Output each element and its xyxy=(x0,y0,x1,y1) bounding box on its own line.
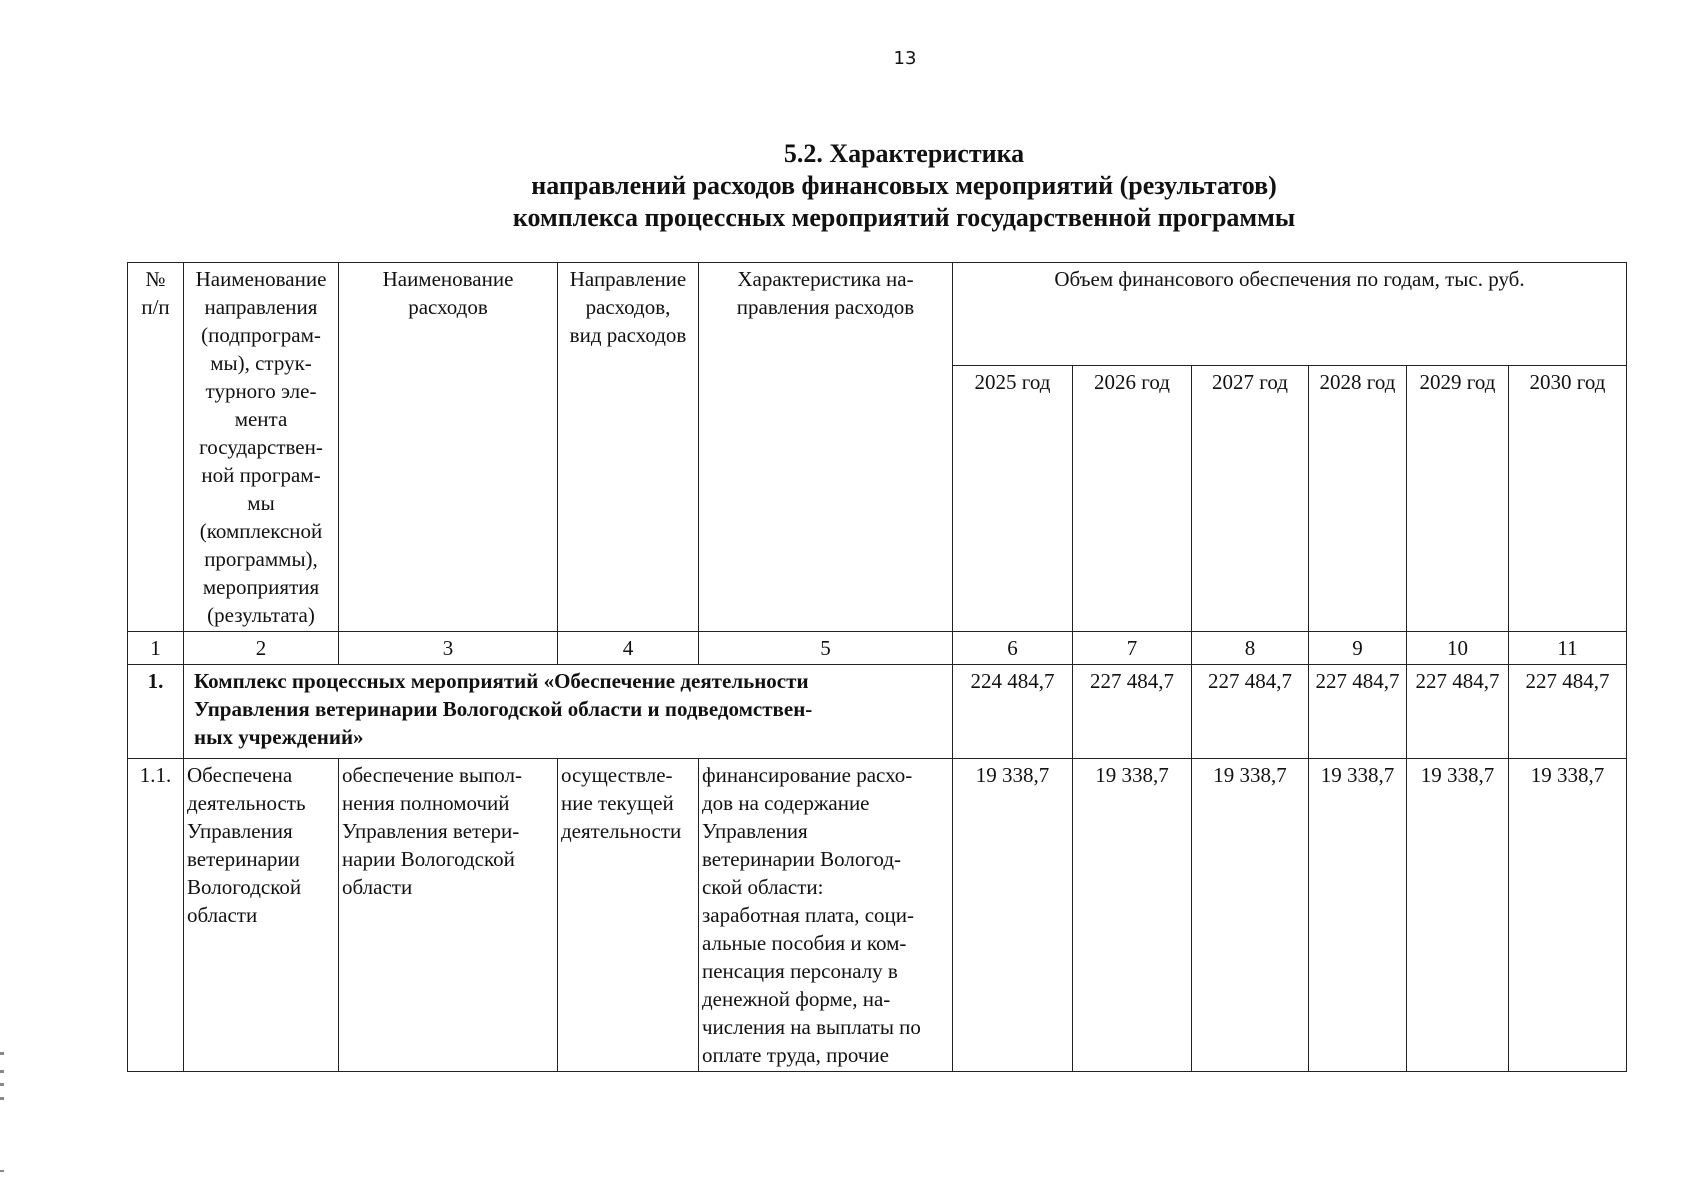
title-line-1: 5.2. Характеристика xyxy=(783,139,1025,168)
expenses-table xyxy=(127,262,1627,1072)
scan-edge-mark xyxy=(0,1052,4,1055)
column-number: 9 xyxy=(1309,632,1407,665)
column-number: 5 xyxy=(699,632,953,665)
header-year-2027: 2027 год xyxy=(1192,365,1309,631)
column-number: 6 xyxy=(953,632,1073,665)
column-number: 8 xyxy=(1192,632,1309,665)
document-title xyxy=(440,138,1368,234)
value-2027: 227 484,7 xyxy=(1192,665,1309,759)
scan-edge-mark xyxy=(0,1170,4,1172)
value-2029: 19 338,7 xyxy=(1407,759,1509,1072)
value-2026: 227 484,7 xyxy=(1073,665,1192,759)
column-number: 3 xyxy=(339,632,558,665)
value-2029: 227 484,7 xyxy=(1407,665,1509,759)
direction-name: Обеспечена деятельность Управления ветеринарии Вологодской области xyxy=(184,759,339,1072)
header-year-2028: 2028 год xyxy=(1309,365,1407,631)
header-expense-direction: Направление расходов, вид расходов xyxy=(558,263,699,632)
title-line-3: комплекса процессных мероприятий государственной программы xyxy=(512,203,1296,232)
complex-title: Комплекс процессных мероприятий «Обеспечение деятельности Управления ветеринарии Вологодской области и подведомствен- ных учреждений» xyxy=(184,665,953,759)
header-financing-volume: Объем финансового обеспечения по годам, тыс. руб. xyxy=(953,263,1627,366)
column-number: 7 xyxy=(1073,632,1192,665)
scan-edge-mark xyxy=(0,1070,4,1073)
header-year-2030: 2030 год xyxy=(1509,365,1627,631)
header-row-1 xyxy=(128,263,1627,366)
expense-name: обеспечение выпол- нения полномочий Управления ветери- нарии Вологодской области xyxy=(339,759,558,1072)
header-characteristic: Характеристика на- правления расходов xyxy=(699,263,953,632)
expense-direction: осуществле- ние текущей деятельности xyxy=(558,759,699,1072)
header-year-2025: 2025 год xyxy=(953,365,1073,631)
column-number: 11 xyxy=(1509,632,1627,665)
header-direction-name: Наименование направления (подпрограм- мы), струк- турного эле- мента государствен- ной програм- мы (комплексной программы), мероприятия (результата) xyxy=(184,263,339,632)
expense-characteristic: финансирование расхо- дов на содержание Управления ветеринарии Вологод- ской области: заработная плата, соци- альные пособия и ком- пенсация персоналу в денежной форме, на- числения на выплаты по оплате труда, прочие xyxy=(699,759,953,1072)
scan-edge-mark xyxy=(0,1083,4,1086)
page-number: 13 xyxy=(893,48,917,69)
table-row-result xyxy=(128,759,1627,1072)
header-year-2029: 2029 год xyxy=(1407,365,1509,631)
header-number: № п/п xyxy=(128,263,184,632)
value-2025: 224 484,7 xyxy=(953,665,1073,759)
header-year-2026: 2026 год xyxy=(1073,365,1192,631)
column-number: 2 xyxy=(184,632,339,665)
value-2026: 19 338,7 xyxy=(1073,759,1192,1072)
value-2028: 19 338,7 xyxy=(1309,759,1407,1072)
value-2027: 19 338,7 xyxy=(1192,759,1309,1072)
value-2030: 227 484,7 xyxy=(1509,665,1627,759)
header-expense-name: Наименование расходов xyxy=(339,263,558,632)
column-number: 10 xyxy=(1407,632,1509,665)
row-number: 1. xyxy=(128,665,184,759)
value-2028: 227 484,7 xyxy=(1309,665,1407,759)
value-2030: 19 338,7 xyxy=(1509,759,1627,1072)
column-number: 4 xyxy=(558,632,699,665)
title-line-2: направлений расходов финансовых мероприятий (результатов) xyxy=(531,171,1277,200)
value-2025: 19 338,7 xyxy=(953,759,1073,1072)
scan-edge-mark xyxy=(0,1097,4,1100)
row-number: 1.1. xyxy=(128,759,184,1072)
table-row-complex xyxy=(128,665,1627,759)
column-number-row xyxy=(128,632,1627,665)
column-number: 1 xyxy=(128,632,184,665)
